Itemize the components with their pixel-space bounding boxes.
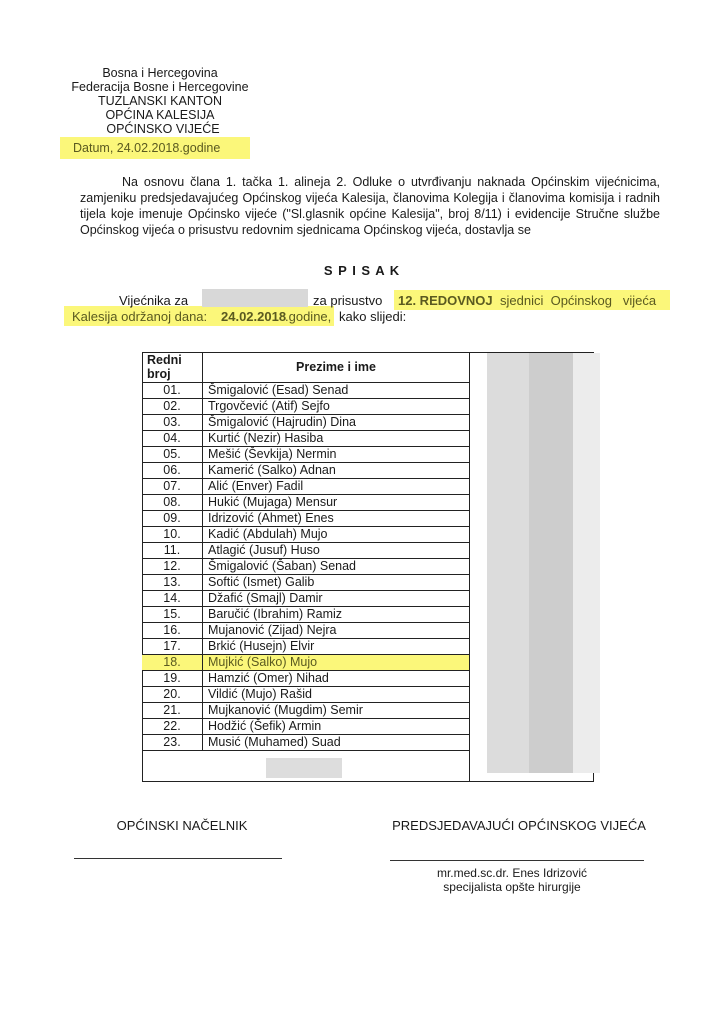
row-name: Softić (Ismet) Galib bbox=[208, 575, 315, 589]
attendance-table bbox=[142, 352, 469, 751]
row-number: 01. bbox=[142, 383, 203, 398]
table-row bbox=[142, 623, 469, 639]
redacted-block bbox=[202, 289, 308, 307]
table-row bbox=[142, 431, 469, 447]
row-number: 21. bbox=[142, 703, 203, 718]
table-row bbox=[142, 703, 469, 719]
row-number: 02. bbox=[142, 399, 203, 414]
row-number: 11. bbox=[142, 543, 203, 558]
row-number: 16. bbox=[142, 623, 203, 638]
row-name: Idrizović (Ahmet) Enes bbox=[208, 511, 334, 525]
row-name: Vildić (Mujo) Rašid bbox=[208, 687, 312, 701]
table-row bbox=[142, 399, 469, 415]
table-row bbox=[142, 383, 469, 399]
row-name: Šmigalović (Hajrudin) Dina bbox=[208, 415, 356, 429]
letterhead-municipality: OPĆINA KALESIJA bbox=[105, 108, 215, 122]
row-number: 07. bbox=[142, 479, 203, 494]
row-name: Mujanović (Zijad) Nejra bbox=[208, 623, 337, 637]
table-row bbox=[142, 479, 469, 495]
row-number: 12. bbox=[142, 559, 203, 574]
row-name: Kurtić (Nezir) Hasiba bbox=[208, 431, 324, 445]
row-number: 09. bbox=[142, 511, 203, 526]
table-row bbox=[142, 527, 469, 543]
table-row bbox=[142, 415, 469, 431]
table-row bbox=[142, 447, 469, 463]
row-number: 04. bbox=[142, 431, 203, 446]
signature-right-title: PREDSJEDAVAJUĆI OPĆINSKOG VIJEĆA bbox=[392, 818, 646, 833]
row-name: Hamzić (Omer) Nihad bbox=[208, 671, 329, 685]
redacted-column bbox=[487, 353, 600, 773]
signature-left-line bbox=[74, 858, 282, 859]
letterhead-canton: TUZLANSKI KANTON bbox=[97, 94, 223, 108]
row-name: Mujkić (Salko) Mujo bbox=[208, 655, 318, 669]
header-number bbox=[142, 352, 203, 382]
row-number: 08. bbox=[142, 495, 203, 510]
header-name: Prezime i ime bbox=[296, 360, 376, 374]
table-row bbox=[142, 543, 469, 559]
table-row bbox=[142, 495, 469, 511]
row-name: Mešić (Ševkija) Nermin bbox=[208, 447, 337, 461]
letterhead-federation: Federacija Bosne i Hercegovine bbox=[71, 80, 249, 94]
letterhead-council: OPĆINSKO VIJEĆE bbox=[106, 122, 220, 136]
document-title: S P I S A K bbox=[323, 263, 401, 278]
row-number: 13. bbox=[142, 575, 203, 590]
table-row bbox=[142, 591, 469, 607]
row-name: Musić (Muhamed) Suad bbox=[208, 735, 341, 749]
redacted-total bbox=[266, 758, 342, 778]
document-date: Datum, 24.02.2018.godine bbox=[73, 141, 221, 155]
table-header bbox=[142, 352, 469, 383]
row-number: 19. bbox=[142, 671, 203, 686]
table-divider bbox=[469, 352, 470, 782]
subtitle-part5: kako slijedi: bbox=[339, 309, 407, 324]
signature-right-name: mr.med.sc.dr. Enes Idrizović bbox=[436, 866, 588, 880]
signature-left-title: OPĆINSKI NAČELNIK bbox=[116, 818, 248, 833]
intro-paragraph bbox=[80, 174, 660, 238]
row-name: Hodžić (Šefik) Armin bbox=[208, 719, 322, 733]
row-name: Baručić (Ibrahim) Ramiz bbox=[208, 607, 343, 621]
table-row bbox=[142, 735, 469, 751]
table-row bbox=[142, 687, 469, 703]
row-number: 03. bbox=[142, 415, 203, 430]
signature-right-role: specijalista opšte hirurgije bbox=[443, 880, 581, 894]
signature-right-line bbox=[390, 860, 644, 861]
row-name: Šmigalović (Esad) Senad bbox=[208, 383, 349, 397]
row-number: 20. bbox=[142, 687, 203, 702]
session-date: 24.02.2018 bbox=[221, 309, 287, 324]
table-row bbox=[142, 655, 469, 671]
row-name: Kadić (Abdulah) Mujo bbox=[208, 527, 328, 541]
table-row bbox=[142, 607, 469, 623]
session-number: 12. REDOVNOJ bbox=[398, 293, 493, 308]
table-body bbox=[142, 383, 469, 751]
table-row bbox=[142, 511, 469, 527]
session-date-suffix: .godine, bbox=[285, 309, 332, 324]
row-number: 22. bbox=[142, 719, 203, 734]
row-name: Trgovčević (Atif) Sejfo bbox=[208, 399, 330, 413]
subtitle-part2: za prisustvo bbox=[313, 293, 383, 308]
table-row bbox=[142, 559, 469, 575]
row-number: 23. bbox=[142, 735, 203, 750]
row-name: Alić (Enver) Fadil bbox=[208, 479, 304, 493]
row-name: Brkić (Husejn) Elvir bbox=[208, 639, 315, 653]
row-name: Atlagić (Jusuf) Huso bbox=[208, 543, 320, 557]
table-row bbox=[142, 671, 469, 687]
table-row bbox=[142, 463, 469, 479]
row-name: Mujkanović (Mugdim) Semir bbox=[208, 703, 363, 717]
row-number: 18. bbox=[142, 655, 203, 670]
row-number: 15. bbox=[142, 607, 203, 622]
subtitle-part3: sjednici Općinskog vijeća bbox=[500, 293, 657, 308]
table-row bbox=[142, 719, 469, 735]
row-name: Šmigalović (Šaban) Senad bbox=[208, 559, 356, 573]
row-number: 17. bbox=[142, 639, 203, 654]
subtitle-part4: Kalesija održanoj dana: bbox=[72, 309, 208, 324]
row-name: Kamerić (Salko) Adnan bbox=[208, 463, 336, 477]
row-number: 06. bbox=[142, 463, 203, 478]
intro-text: Na osnovu člana 1. tačka 1. alineja 2. Odluke o utvrđivanju naknada Općinskim vijećnicima, zamjeniku predsjedavajućeg Općinskog vijeća Kalesija, članovima Kolegija i članovima komisija i radnih tijela koje imenuje Općinsko vijeće ("Sl.glasnik općine Kalesija", broj 8/11) i evidencije Stručne službe Općinskog vijeća o prisustvu redovnim sjednicama Općinskog vijeća, dostavlja se bbox=[80, 175, 660, 237]
row-name: Džafić (Smajl) Damir bbox=[208, 591, 323, 605]
header-number-label: Redni broj bbox=[147, 353, 182, 381]
row-number: 10. bbox=[142, 527, 203, 542]
row-number: 05. bbox=[142, 447, 203, 462]
subtitle-part1: Vijećnika za bbox=[119, 293, 189, 308]
table-row bbox=[142, 639, 469, 655]
letterhead-country: Bosna i Hercegovina bbox=[102, 66, 218, 80]
table-row bbox=[142, 575, 469, 591]
row-name: Hukić (Mujaga) Mensur bbox=[208, 495, 338, 509]
row-number: 14. bbox=[142, 591, 203, 606]
